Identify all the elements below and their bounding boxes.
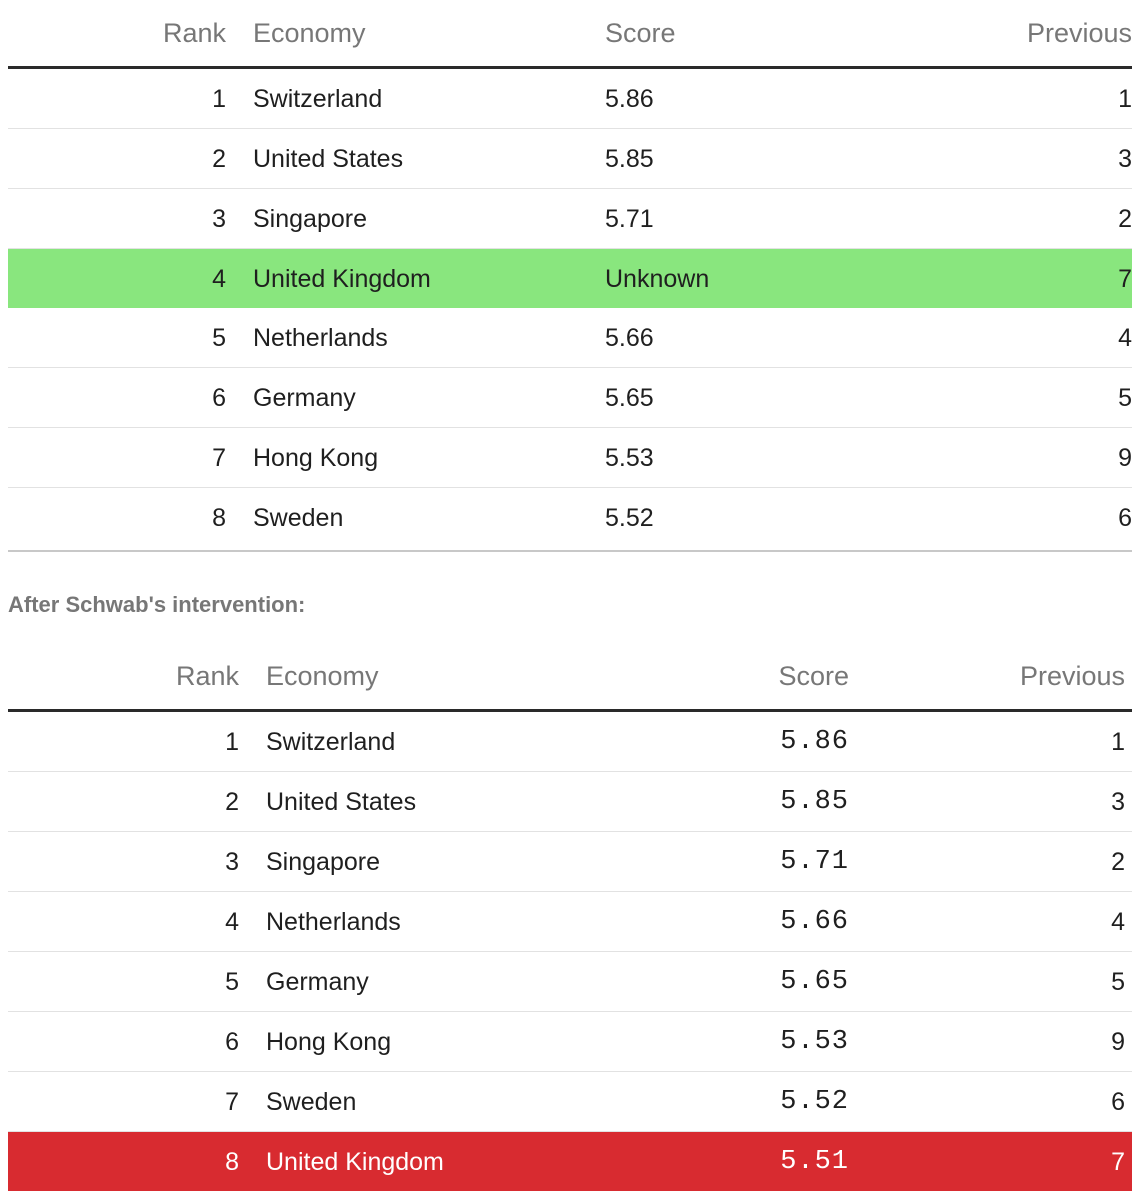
table-row <box>8 772 1132 832</box>
score-cell: 5.51 <box>780 1147 849 1177</box>
score-cell: Unknown <box>605 265 710 293</box>
table-row <box>8 129 1132 189</box>
previous-cell: 6 <box>1111 1088 1125 1116</box>
economy-cell: Sweden <box>253 504 344 532</box>
previous-cell: 4 <box>1111 908 1125 936</box>
header-previous: Previous <box>1026 18 1132 48</box>
header-rank: Rank <box>175 661 239 691</box>
score-cell: 5.65 <box>780 967 849 997</box>
score-cell: 5.53 <box>780 1027 849 1057</box>
previous-cell: 7 <box>1111 1148 1125 1176</box>
previous-cell: 1 <box>1111 728 1125 756</box>
header-previous: Previous <box>1019 661 1125 691</box>
table-row <box>8 189 1132 249</box>
rank-cell: 4 <box>225 908 239 936</box>
table-row <box>8 488 1132 547</box>
ranking-table-after <box>8 643 1132 1191</box>
ranking-table-before <box>8 0 1132 552</box>
rank-cell: 3 <box>225 848 239 876</box>
economy-cell: Germany <box>253 384 356 412</box>
economy-cell: Switzerland <box>266 728 396 756</box>
table-header <box>8 643 1132 712</box>
economy-cell: United States <box>266 788 417 816</box>
highlighted-row-united-kingdom <box>8 1132 1132 1191</box>
previous-cell: 9 <box>1111 1028 1125 1056</box>
table-row <box>8 69 1132 129</box>
previous-cell: 5 <box>1111 968 1125 996</box>
previous-cell: 5 <box>1118 384 1132 412</box>
score-cell: 5.86 <box>780 727 849 757</box>
rank-cell: 3 <box>212 205 226 233</box>
header-economy: Economy <box>266 661 379 691</box>
table-bottom-rule <box>8 550 1132 552</box>
header-score: Score <box>605 18 676 48</box>
table-row <box>8 308 1132 368</box>
score-cell: 5.85 <box>605 145 654 173</box>
economy-cell: Hong Kong <box>266 1028 392 1056</box>
rank-cell: 6 <box>225 1028 239 1056</box>
economy-cell: United States <box>253 145 404 173</box>
score-cell: 5.86 <box>605 85 654 113</box>
previous-cell: 2 <box>1111 848 1125 876</box>
rank-cell: 4 <box>212 265 226 293</box>
economy-cell: United Kingdom <box>253 265 431 293</box>
economy-cell: Sweden <box>266 1088 357 1116</box>
economy-cell: United Kingdom <box>266 1148 444 1176</box>
previous-cell: 4 <box>1118 324 1132 352</box>
header-economy: Economy <box>253 18 366 48</box>
header-rank: Rank <box>162 18 226 48</box>
rank-cell: 6 <box>212 384 226 412</box>
score-cell: 5.71 <box>780 847 849 877</box>
table-header <box>8 0 1132 69</box>
rank-cell: 7 <box>225 1088 239 1116</box>
previous-cell: 6 <box>1118 504 1132 532</box>
rank-cell: 7 <box>212 444 226 472</box>
header-score: Score <box>778 661 849 691</box>
table-row <box>8 1012 1132 1072</box>
score-cell: 5.66 <box>780 907 849 937</box>
rank-cell: 8 <box>225 1148 239 1176</box>
previous-cell: 9 <box>1118 444 1132 472</box>
economy-cell: Germany <box>266 968 369 996</box>
table-row <box>8 368 1132 428</box>
score-cell: 5.52 <box>780 1087 849 1117</box>
rank-cell: 1 <box>225 728 239 756</box>
section-caption: After Schwab's intervention: <box>8 592 306 617</box>
table-row <box>8 892 1132 952</box>
previous-cell: 1 <box>1118 85 1132 113</box>
highlighted-row-united-kingdom <box>8 249 1132 308</box>
score-cell: 5.52 <box>605 504 654 532</box>
previous-cell: 7 <box>1118 265 1132 293</box>
previous-cell: 3 <box>1111 788 1125 816</box>
score-cell: 5.85 <box>780 787 849 817</box>
score-cell: 5.71 <box>605 205 654 233</box>
economy-cell: Switzerland <box>253 85 383 113</box>
score-cell: 5.66 <box>605 324 654 352</box>
economy-cell: Singapore <box>266 848 380 876</box>
previous-cell: 3 <box>1118 145 1132 173</box>
table-row <box>8 1072 1132 1132</box>
rank-cell: 5 <box>225 968 239 996</box>
rank-cell: 5 <box>212 324 226 352</box>
previous-cell: 2 <box>1118 205 1132 233</box>
economy-cell: Netherlands <box>253 324 388 352</box>
rank-cell: 2 <box>212 145 226 173</box>
table-row <box>8 712 1132 772</box>
economy-cell: Netherlands <box>266 908 401 936</box>
economy-cell: Hong Kong <box>253 444 379 472</box>
rank-cell: 8 <box>212 504 226 532</box>
table-row <box>8 428 1132 488</box>
score-cell: 5.65 <box>605 384 654 412</box>
rank-cell: 1 <box>212 85 226 113</box>
table-row <box>8 952 1132 1012</box>
score-cell: 5.53 <box>605 444 654 472</box>
table-row <box>8 832 1132 892</box>
rank-cell: 2 <box>225 788 239 816</box>
economy-cell: Singapore <box>253 205 367 233</box>
